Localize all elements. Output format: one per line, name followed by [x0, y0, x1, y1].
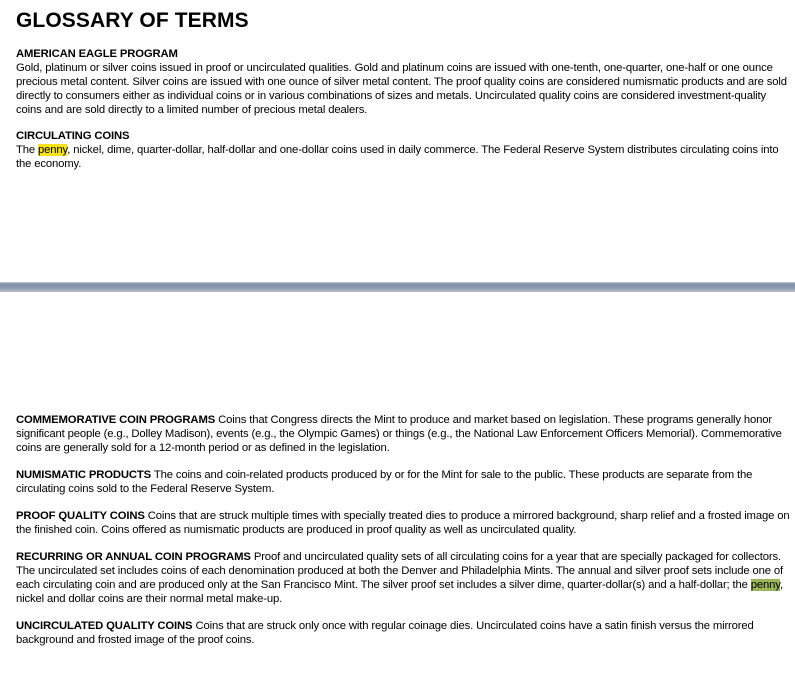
glossary-entry-circulating-coins	[16, 129, 792, 171]
glossary-entry-proof-quality	[16, 509, 792, 537]
document-page-2	[0, 292, 795, 673]
definition-text: , nickel, dime, quarter-dollar, half-dollar and one-dollar coins used in daily commerce. The Federal Reserve System distributes circulating coins into the economy.	[16, 144, 779, 170]
glossary-term: CIRCULATING COINS	[16, 130, 130, 142]
definition-text: , nickel and dollar coins are their normal metal make-up.	[16, 579, 783, 605]
glossary-term: PROOF QUALITY COINS	[16, 510, 145, 522]
glossary-entry-uncirculated	[16, 619, 792, 647]
glossary-definition: The coins and coin-related products produced by or for the Mint for sale to the public. These products are separate from the circulating coins sold to the Federal Reserve System.	[16, 469, 753, 495]
page-separator	[0, 282, 795, 292]
definition-text: The	[16, 144, 39, 156]
glossary-definition: Coins that are struck multiple times with specially treated dies to produce a mirrored background, sharp relief and a frosted image on the finished coin. Coins offered as numismatic products are produced in proof quality as well as uncirculated quality.	[16, 510, 790, 536]
document-page-1	[0, 0, 795, 282]
glossary-term: UNCIRCULATED QUALITY COINS	[16, 620, 193, 632]
definition-text: Proof and uncirculated quality sets of all circulating coins for a year that are specially packaged for collectors. The uncirculated set includes coins of each denomination produced at both the Denver and Philadelphia Mints. The annual and silver proof sets include one of each circulating coin and are produced only at the San Francisco Mint. The silver proof set includes a silver dime, quarter-dollar(s) and a half-dollar; the	[16, 551, 784, 591]
glossary-term: NUMISMATIC PRODUCTS	[16, 469, 152, 481]
page-title: GLOSSARY OF TERMS	[16, 9, 249, 32]
search-highlight: penny	[750, 579, 780, 591]
glossary-term: COMMEMORATIVE COIN PROGRAMS	[16, 414, 216, 426]
search-highlight: penny	[38, 144, 68, 156]
glossary-term: RECURRING OR ANNUAL COIN PROGRAMS	[16, 551, 251, 563]
glossary-entry-numismatic	[16, 468, 792, 496]
glossary-definition: Coins that Congress directs the Mint to produce and market based on legislation. These programs generally honor significant people (e.g., Dolley Madison), events (e.g., the Olympic Games) or things (e.g., the National Law Enforcement Officers Memorial). Commemorative coins are generally sold for a 12-month period or as defined in the legislation.	[16, 414, 782, 454]
glossary-entry-commemorative	[16, 413, 792, 455]
glossary-definition: Coins that are struck only once with regular coinage dies. Uncirculated coins have a satin finish versus the mirrored background and frosted image of the proof coins.	[16, 620, 754, 646]
glossary-entry-recurring	[16, 550, 792, 606]
glossary-term: AMERICAN EAGLE PROGRAM	[16, 48, 178, 60]
glossary-definition: Gold, platinum or silver coins issued in proof or uncirculated qualities. Gold and platinum coins are issued with one-tenth, one-quarter, one-half or one ounce precious metal content. Silver coins are issued with one ounce of silver metal content. The proof quality coins are considered numismatic products and are sold directly to consumers either as individual coins or in various combinations of sizes and metals. Uncirculated quality coins are considered investment-quality coins and are sold directly to a limited number of precious metal dealers.	[16, 62, 787, 116]
glossary-definition	[16, 143, 792, 171]
glossary-entry-american-eagle	[16, 47, 792, 117]
